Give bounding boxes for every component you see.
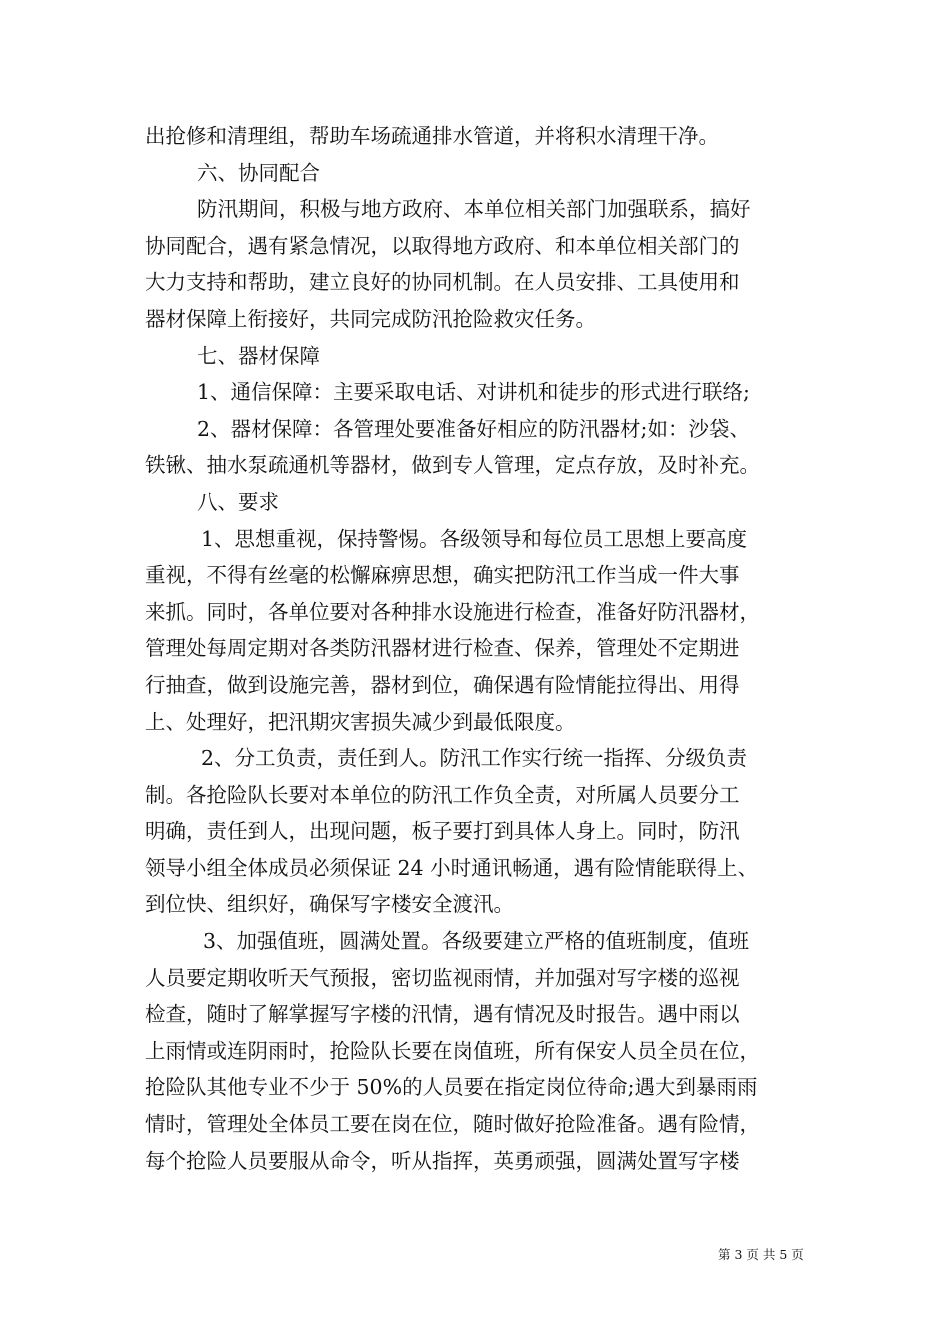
body-line: 1、思想重视，保持警惕。各级领导和每位员工思想上要高度 [201,526,748,551]
body-line: 每个抢险人员要服从命令，听从指挥，英勇顽强，圆满处置写字楼 [145,1148,740,1173]
body-line: 协同配合，遇有紧急情况，以取得地方政府、和本单位相关部门的 [145,233,740,258]
body-line: 上、处理好，把汛期灾害损失减少到最低限度。 [145,709,576,734]
body-line: 制。各抢险队长要对本单位的防汛工作负全责，对所属人员要分工 [145,782,740,807]
body-line: 1、通信保障：主要采取电话、对讲机和徒步的形式进行联络; [197,380,750,405]
body-line: 人员要定期收听天气预报，密切监视雨情，并加强对写字楼的巡视 [145,965,740,990]
body-line: 管理处每周定期对各类防汛器材进行检查、保养，管理处不定期进 [145,636,740,661]
body-line: 明确，责任到人，出现问题，板子要打到具体人身上。同时，防汛 [145,819,740,844]
body-line: 2、分工负责，责任到人。防汛工作实行统一指挥、分级负责 [201,746,748,771]
body-line: 大力支持和帮助，建立良好的协同机制。在人员安排、工具使用和 [145,270,740,295]
section-heading: 八、要求 [197,489,279,514]
body-line: 领导小组全体成员必须保证 24 小时通讯畅通，遇有险情能联得上、 [145,855,759,880]
body-line: 抢险队其他专业不少于 50%的人员要在指定岗位待命;遇大到暴雨雨 [145,1075,758,1100]
body-line: 上雨情或连阴雨时，抢险队长要在岗值班，所有保安人员全员在位， [145,1038,760,1063]
body-line: 2、器材保障：各管理处要准备好相应的防汛器材;如：沙袋、 [197,416,750,441]
body-line: 检查，随时了解掌握写字楼的汛情，遇有情况及时报告。遇中雨以 [145,1002,740,1027]
body-line: 3、加强值班，圆满处置。各级要建立严格的值班制度，值班 [203,929,750,954]
document-body [145,118,815,1179]
body-line: 情时，管理处全体员工要在岗在位，随时做好抢险准备。遇有险情， [145,1112,760,1137]
body-line: 出抢修和清理组，帮助车场疏通排水管道，并将积水清理干净。 [145,124,719,148]
page-number-footer: 第 3 页 共 5 页 [718,1247,804,1262]
body-line: 来抓。同时，各单位要对各种排水设施进行检查，准备好防汛器材， [145,599,760,624]
body-line: 行抽查，做到设施完善，器材到位，确保遇有险情能拉得出、用得 [145,672,740,697]
body-line: 重视，不得有丝毫的松懈麻痹思想，确实把防汛工作当成一件大事 [145,563,740,588]
body-line: 铁锹、抽水泵疏通机等器材，做到专人管理，定点存放，及时补充。 [145,453,760,478]
section-heading: 六、协同配合 [197,160,320,185]
body-line: 到位快、组织好，确保写字楼安全渡汛。 [145,892,514,917]
body-line: 器材保障上衔接好，共同完成防汛抢险救灾任务。 [145,306,596,331]
section-heading: 七、器材保障 [197,343,320,368]
body-line: 防汛期间，积极与地方政府、本单位相关部门加强联系，搞好 [197,197,751,222]
